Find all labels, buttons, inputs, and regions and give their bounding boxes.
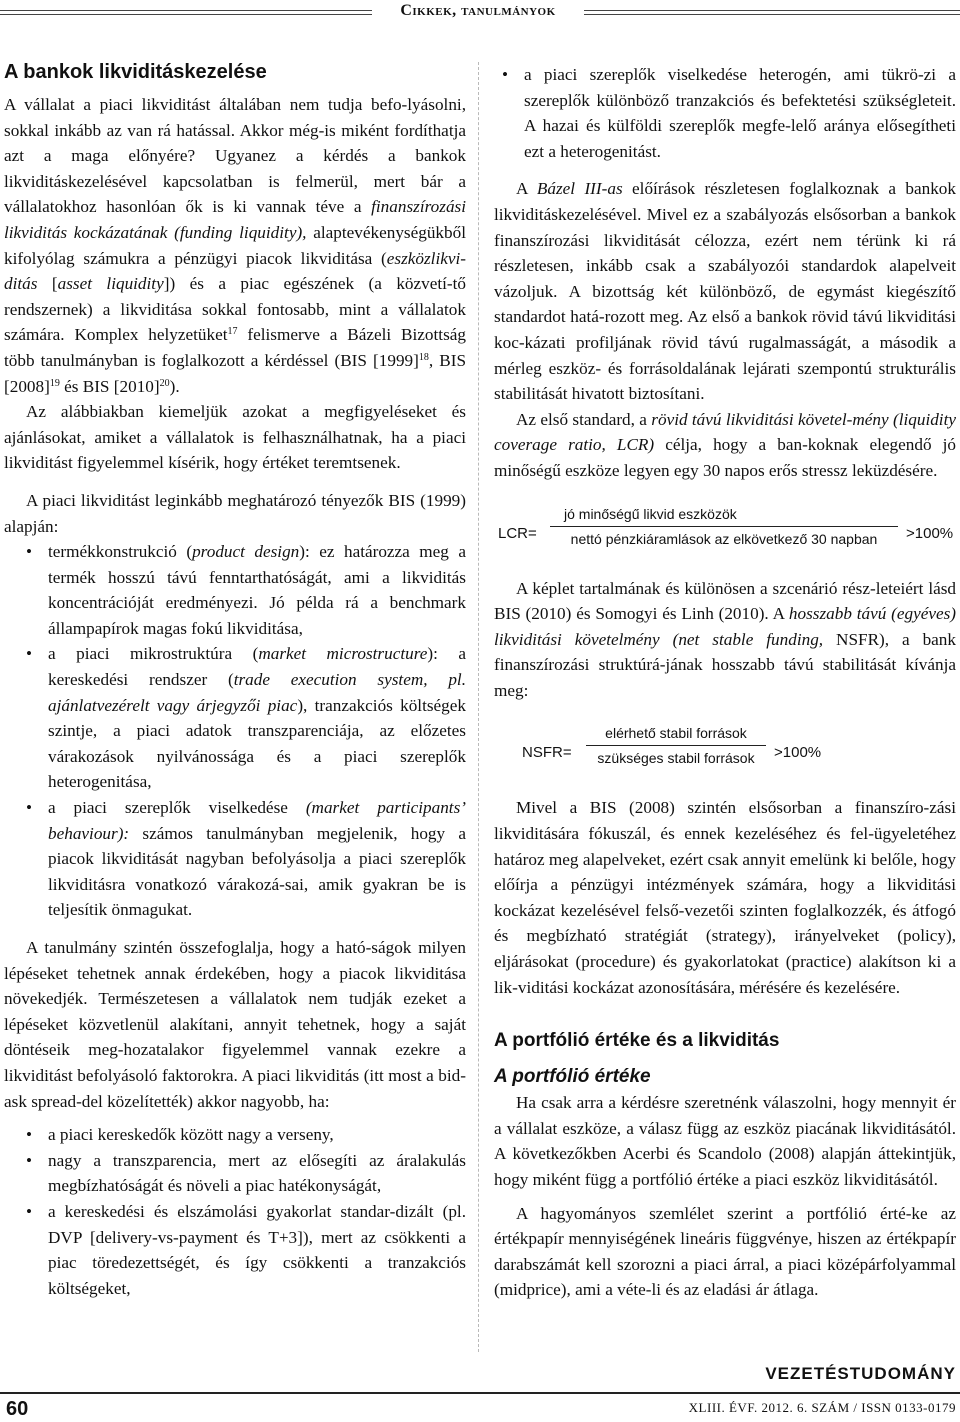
- term: asset liquidity: [57, 274, 164, 294]
- formula-comparison: >100%: [906, 524, 954, 542]
- formula-fraction: [586, 721, 766, 770]
- paragraph: [4, 92, 466, 399]
- footer-rule: [0, 1392, 960, 1394]
- formula-lhs: LCR=: [498, 524, 537, 542]
- paragraph: A piaci likviditást leginkább meghatározó tényezők BIS (1999) alapján:: [4, 490, 466, 536]
- text: ]) és a piac egészének (a közvetí-tő rendszernek) a likviditása sokkal fontosabb, mint a vállalatok számára. Komplex helyzetüket: [4, 274, 466, 345]
- formula-denominator: szükséges stabil források: [597, 750, 755, 767]
- footnote-ref: 18: [418, 351, 429, 363]
- text: célja, hogy a ban-koknak elegendő jó minőségű eszköze legyen egy 30 napos erős stressz leküzdésére.: [494, 435, 956, 480]
- formula-lhs: NSFR=: [522, 744, 572, 762]
- text: NSFR), a bank finanszírozási struktúrá-jának hosszabb távú stabilitását kívánja meg:: [494, 629, 956, 700]
- term: product design: [192, 542, 300, 562]
- right-column: [494, 62, 956, 1303]
- header-rule-left: [0, 10, 372, 11]
- subsection-heading: A portfólió értéke: [494, 1066, 651, 1088]
- term: rövid távú likviditási követel-mény (liquidity coverage ratio, LCR): [494, 409, 956, 455]
- continued-list: [494, 62, 956, 164]
- text: a piaci szereplők viselkedése: [48, 798, 306, 818]
- text: számos tanulmányban megjelenik, hogy a piacok likviditását nagyban befolyásolja a piaci szereplők likviditásra vonatkozó várakozá-sai, amik gyakran be is teljesítik önmagukat.: [48, 823, 466, 920]
- text: termékkonstrukció (: [48, 542, 193, 562]
- paragraph: [494, 576, 956, 704]
- text: , BIS [2008]: [4, 350, 466, 396]
- nsfr-formula: [494, 721, 956, 779]
- formula-numerator: jó minőségű likvid eszközök: [564, 505, 737, 522]
- condition-list: [4, 1122, 466, 1301]
- list-item: [4, 539, 466, 641]
- text: Az első standard, a: [516, 409, 652, 429]
- list-item: • a piaci kereskedők között nagy a verseny,: [4, 1122, 466, 1148]
- term: (market participants’ behaviour):: [48, 798, 466, 843]
- text: ), tranzakciós költségek szintje, a piaci adatok transzparenciája, az előzetes várakozások nyilvánossága és a piaci szereplők heterogenitása,: [48, 695, 466, 792]
- term: hosszabb távú (egyéves) likviditási követelmény (net stable funding,: [494, 604, 956, 649]
- text: [: [37, 274, 58, 294]
- text: előírások részletesen foglalkoznak a bankok likviditáskezelésével. Mivel ez a szabályozás elsősorban a bankok finanszírozási likviditását célozza, ezért nem térünk ki rá részletesen, inkább csak a szabályozói standardok alapelveit vázoljuk. A bizottság két különböző, de egymást kiegészítő standardot hatá-rozott meg. Az első a bankok rövid távú likviditási koc-kázati profiljának rövid távú rugalmasságát, a második a mérleg eszköz- és forrásoldalának lejárati szempontú strukturális stabilitását hivatott biztosítani.: [494, 179, 956, 404]
- journal-name: VEZETÉSTUDOMÁNY: [765, 1364, 956, 1383]
- column-divider: [478, 62, 479, 1352]
- formula-numerator: elérhető stabil források: [605, 725, 747, 742]
- paragraph: A hagyományos szemlélet szerint a portfólió érté-ke az értékpapír mennyiségének lineáris függvénye, hiszen az értékpapír darabszámát kell szorozni a piaci árral, a piaci középárfolyammal (midprice), ami a véte-li és az eladási ár átlaga.: [494, 1203, 956, 1300]
- text: ): ez határozza meg a termék hosszú távú fenntarthatóságát, ami a likviditás koncentrációját eredményezi. Jó példa rá a benchmark állampapírok magas fokú likviditása,: [48, 542, 466, 638]
- footnote-ref: 19: [49, 377, 60, 389]
- section-heading: A portfólió értéke és a likviditás: [494, 1030, 780, 1052]
- list-item: [4, 795, 466, 923]
- text: A vállalat a piaci likviditást általában nem tudja befo-lyásolni, sokkal inkább az van rá hatással. Akkor még-is miként fordíthatja azt a maga előnyére? Ugyanez a kérdés a bankok likviditáskezelésével kapcsolatban is felmerül, mert bár a vállalatokhoz hasonlóan ők is ki vannak téve a: [4, 95, 466, 217]
- paragraph: Az alábbiakban kiemeljük azokat a megfigyeléseket és ajánlásokat, amiket a vállalatok is felhasználhatnak, ha a piaci likviditást figyelemmel kísérik, hogy értéket teremtsenek.: [4, 402, 466, 473]
- text: A: [516, 179, 537, 199]
- paragraph: [494, 407, 956, 484]
- section-header: Cikkek, tanulmányok: [400, 2, 556, 19]
- text: a piaci mikrostruktúra (: [48, 644, 259, 664]
- text: A képlet tartalmának és különösen a szcenárió rész-leteiért lásd BIS (2010) és Somogyi és Linh (2010). A: [494, 578, 956, 624]
- paragraph: Mivel a BIS (2008) szintén elsősorban a finanszíro-zási likviditására fókuszál, és ennek kezeléséhez és fel-ügyeletéhez határoz meg alapelveket, ezért csak annyit emelünk ki belőle, hogy előírja a pénzügyi intézmények számára, hogy a likviditási kockázat kezelésével felső-vezetői szinten foglalkozzék, és átfogó és megbízható stratégiát (strategy), irányelveket (policy), eljárásokat (procedure) és gyakorlatokat (practice) alakítson ki a lik-viditási kockázat azonosítására, mérésére és kezelésére.: [494, 798, 956, 997]
- article-heading: A bankok likviditáskezelése: [4, 61, 267, 83]
- left-column: [4, 58, 466, 1301]
- paragraph: Ha csak arra a kérdésre szeretnénk válaszolni, hogy mennyit ér a vállalat eszközе, a válasz függ az eszköz piacának likviditásától. A következőkben Acerbi és Scandolo (2008) alapján áttekintjük, hogy miként függ a portfólió értéke a piaci eszköz likviditásától.: [494, 1093, 956, 1189]
- formula-denominator: nettó pénzkiáramlások az elkövetkező 30 napban: [570, 530, 878, 547]
- list-item: • nagy a transzparencia, mert az elősegíti az áralakulás megbízhatóságát és növeli a piac hatékonyságát,: [4, 1148, 466, 1199]
- text: és BIS [2010]: [59, 376, 160, 396]
- term: finanszírozási likviditás kockázatának (funding liquidity),: [4, 197, 466, 242]
- footnote-ref: 17: [227, 326, 238, 338]
- text: ): a kereskedési rendszer (: [48, 644, 466, 690]
- list-item: [4, 641, 466, 795]
- factor-list: [4, 539, 466, 923]
- text: alaptevékenységükből kifolyólag számukra a pénzügyi piacok likviditása (: [4, 222, 466, 268]
- lcr-formula: [494, 502, 956, 560]
- paragraph: A tanulmány szintén összefoglalja, hogy a ható-ságok milyen lépéseket tehetnek annak érdekében, hogy a piacok likviditása növekedjék. Természetesen a vállalatok nem tudják ezeket a lépéseket közvetlenül alakítani, annyit tehetnek, hogy a saját döntéseik meg-hozatalakor figyelemmel vannak ezekre a likviditást befolyásoló faktorokra. A piaci likviditás (itt most a bid-ask spread-del közelítették) akkor nagyobb, ha:: [4, 938, 466, 1111]
- issue-info: XLIII. ÉVF. 2012. 6. SZÁM / ISSN 0133-0179: [688, 1400, 956, 1415]
- term: market microstructure: [258, 644, 428, 664]
- page-number: 60: [6, 1398, 29, 1420]
- formula-fraction: [550, 502, 898, 551]
- text: ).: [169, 376, 180, 396]
- term: Bázel III-as: [536, 179, 623, 199]
- header-rule-right: [584, 10, 960, 11]
- text: felismerve a Bázeli Bizottság több tanulmányban is foglalkozott a kérdéssel (BIS [1999]: [4, 325, 466, 370]
- footnote-ref: 20: [159, 377, 170, 389]
- list-item: • a kereskedési és elszámolási gyakorlat standar-dizált (pl. DVP [delivery-vs-payment és T+3]), mert az csökkenti a piac töredezettségét, és így csökkenti a tranzakciós költségeket,: [4, 1199, 466, 1301]
- term: eszközlikvi-ditás: [4, 248, 466, 294]
- term: trade execution system, pl. ajánlatvezérelt vagy árjegyzői piac: [48, 670, 466, 715]
- formula-comparison: >100%: [774, 744, 822, 762]
- list-item: • a piaci szereplők viselkedése heterogén, ami tükrö-zi a szereplők különböző tranzakciós és befektetési szükségleteit. A hazai és külföldi szereplők megfe-lelő aránya elősegítheti ezt a heterogenitást.: [494, 62, 956, 164]
- paragraph: [494, 176, 956, 406]
